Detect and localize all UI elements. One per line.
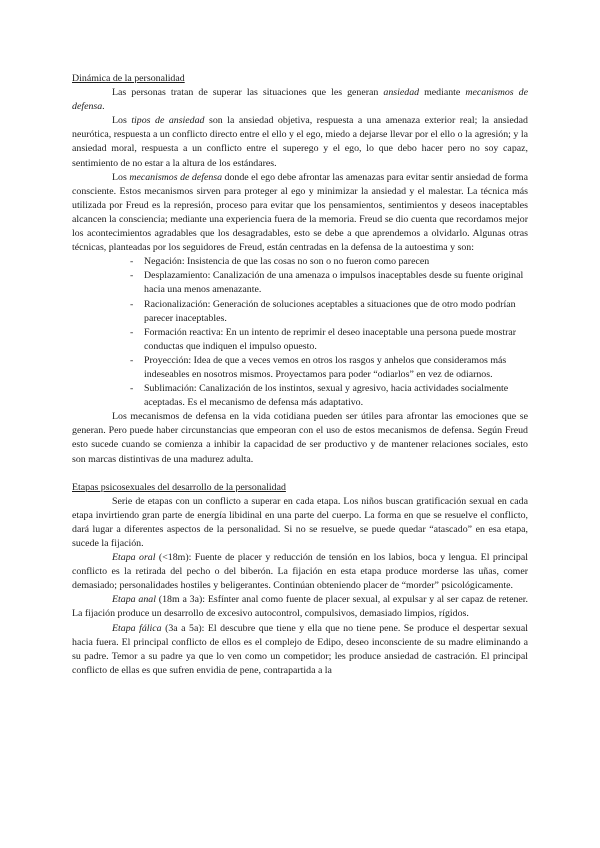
- italic-term: ansiedad: [383, 87, 420, 99]
- italic-term: mecanismos de defensa: [129, 171, 223, 183]
- text-run: mediante: [419, 87, 466, 99]
- section-title-etapas: Etapas psicosexuales del desarrollo de la personalidad: [72, 481, 286, 493]
- text-run: .: [102, 101, 105, 113]
- italic-term: mecanismos de defensa: [72, 87, 528, 113]
- text-run: son la ansiedad objetiva, respuesta a una amenaza exterior real; la ansiedad neurótica, respuesta a un conflicto directo entre el ello y el ego, miedo a dejarse llevar por el ello o la agresión; y la ansiedad moral, respuesta a un conflicto entre el superego y el ego, lo que debo hacer pero no soy capaz, sentimiento de no estar a la altura de los estándares.: [72, 115, 528, 169]
- paragraph-etapa-anal: [72, 593, 528, 621]
- list-item: - Desplazamiento: Canalización de una amenaza o impulsos inaceptables desde su fuente original hacia una menos amenazante.: [72, 269, 528, 297]
- list-item: - Sublimación: Canalización de los instintos, sexual y agresivo, hacia actividades socialmente aceptadas. Es el mecanismo de defensa más adaptativo.: [72, 382, 528, 410]
- section-title-dinamica: Dinámica de la personalidad: [72, 73, 185, 84]
- text-run: donde el ego debe afrontar las amenazas para evitar sentir ansiedad de forma consciente. Estos mecanismos sirven para proteger al ego y minimizar la ansiedad y el malestar. La técnica más utilizada por Freud es la represión, proceso para evitar que los pensamientos, sentimientos y deseos inaceptables alcancen la consciencia; mediante una experiencia fuera de la memoria. Freud se dio cuenta que recordamos mejor los acontecimientos agradables que los desagradables, esto se debe a que aprendemos a olvidarlo. Algunas otras técnicas, planteadas por los seguidores de Freud, están centradas en la defensa de la autoestima y son:: [72, 171, 528, 254]
- paragraph-tipos-ansiedad: [72, 114, 528, 170]
- paragraph-vida-cotidiana: Los mecanismos de defensa en la vida cotidiana pueden ser útiles para afrontar las emociones que se generan. Pero puede haber circunstancias que empeoran con el uso de estos mecanismos de defensa. Según Freud esto sucede cuando se comienza a inhibir la capacidad de ser productivo y de mantener relaciones sociales, esto son marcas distintivas de una madurez adulta.: [72, 411, 528, 465]
- document-body: [72, 72, 528, 678]
- italic-term: Etapa fálica: [112, 622, 162, 634]
- text-run: Los: [112, 115, 132, 127]
- list-item: - Proyección: Idea de que a veces vemos en otros los rasgos y anhelos que consideramos más indeseables en nosotros mismos. Proyectamos para poder “odiarlos” en vez de odiarnos.: [72, 354, 528, 382]
- text-run: (<18m): Fuente de placer y reducción de tensión en los labios, boca y lengua. El principal conflicto es la retirada del pecho o del biberón. La fijación en esta etapa produce morderse las uñas, comer demasiado; personalidades hostiles y beligerantes. Continúan obteniendo placer de “morder” psicológicamente.: [72, 552, 528, 592]
- paragraph-mecanismos: [72, 171, 528, 256]
- paragraph-etapa-oral: [72, 551, 528, 593]
- paragraph-etapa-falica: [72, 622, 528, 678]
- list-item: - Racionalización: Generación de soluciones aceptables a situaciones que de otro modo podrían parecer inaceptables.: [72, 298, 528, 326]
- italic-term: tipos de ansiedad: [131, 115, 205, 127]
- italic-term: Etapa anal: [112, 594, 156, 606]
- text-run: Las personas tratan de superar las situaciones que les generan: [112, 87, 384, 99]
- list-item: - Negación: Insistencia de que las cosas no son o no fueron como parecen: [72, 255, 528, 269]
- text-run: Los: [112, 171, 130, 183]
- paragraph-intro: [72, 86, 528, 114]
- list-item: - Formación reactiva: En un intento de reprimir el deseo inaceptable una persona puede mostrar conductas que indiquen el impulso opuesto.: [72, 326, 528, 354]
- mechanisms-list: [72, 255, 528, 410]
- paragraph-etapas-intro: Serie de etapas con un conflicto a superar en cada etapa. Los niños buscan gratificación sexual en cada etapa invirtiendo gran parte de energía libidinal en una parte del cuerpo. La forma en que se resuelve el conflicto, dará lugar a diferentes aspectos de la personalidad. Si no se resuelve, se puede quedar “atascado” en esa etapa, sucede la fijación.: [72, 495, 528, 549]
- text-run: (3a a 5a): El descubre que tiene y ella que no tiene pene. Se produce el despertar sexual hacia fuera. El principal conflicto de ellos es el complejo de Edipo, deseo inconsciente de su madre eliminando a su padre. Temor a su padre ya que lo ven como un competidor; les produce ansiedad de castración. El principal conflicto de ellas es que sufren envidia de pene, contrapartida a la: [72, 622, 528, 676]
- text-run: (18m a 3a): Esfínter anal como fuente de placer sexual, al expulsar y al ser capaz de retener. La fijación produce un desarrollo de excesivo autocontrol, compulsivos, demasiado limpios, rígidos.: [72, 594, 528, 620]
- italic-term: Etapa oral: [112, 552, 156, 564]
